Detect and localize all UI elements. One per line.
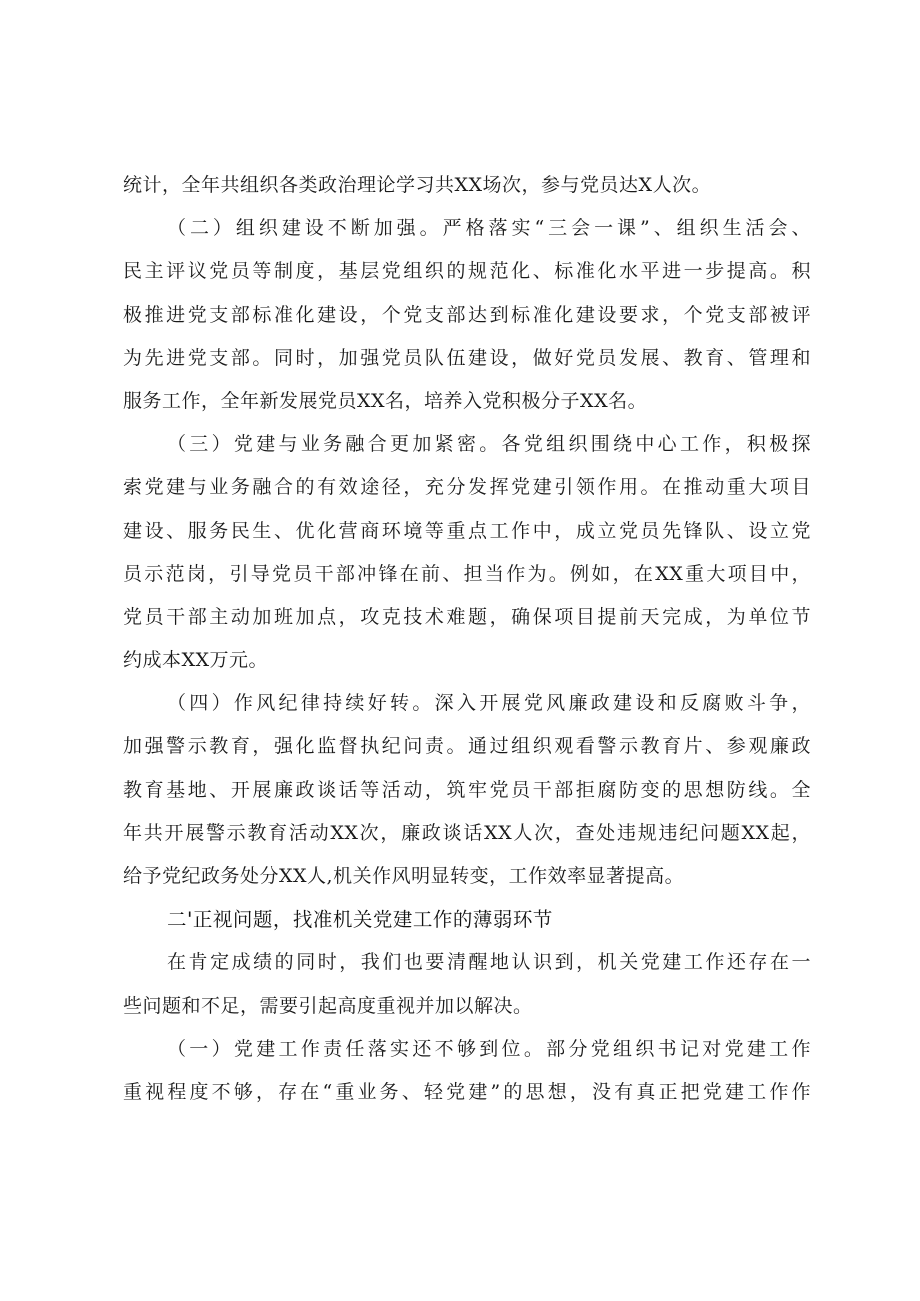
text-line: 索党建与业务融合的有效途径，充分发挥党建引领作用。在推动重大项目 bbox=[123, 476, 811, 499]
text-line: 给予党纪政务处分XX人,机关作风明显转变，工作效率显著提高。 bbox=[123, 865, 685, 887]
text-line: 约成本XX万元。 bbox=[123, 649, 269, 672]
text-line: （三）党建与业务融合更加紧密。各党组织围绕中心工作，积极探 bbox=[167, 433, 811, 456]
text-line: 员示范岗，引导党员干部冲锋在前、担当作为。例如，在XX重大项目中， bbox=[123, 562, 811, 585]
text-line: 些问题和不足，需要引起高度重视并加以解决。 bbox=[123, 994, 533, 1017]
text-line: 加强警示教育，强化监督执纪问责。通过组织观看警示教育片、参观廉政 bbox=[123, 735, 811, 758]
text-line: 民主评议党员等制度，基层党组织的规范化、标准化水平进一步提高。积 bbox=[123, 260, 811, 283]
text-line: （二）组织建设不断加强。严格落实“三会一课”、组织生活会、 bbox=[167, 217, 811, 240]
section-heading: 二'正视问题，找准机关党建工作的薄弱环节 bbox=[167, 908, 553, 932]
text-line: 教育基地、开展廉政谈话等活动，筑牢党员干部拒腐防变的思想防线。全 bbox=[123, 778, 811, 801]
text-line: 极推进党支部标准化建设，个党支部达到标准化建设要求，个党支部被评 bbox=[123, 303, 811, 326]
text-line: （一）党建工作责任落实还不够到位。部分党组织书记对党建工作 bbox=[167, 1037, 811, 1060]
document-body bbox=[123, 164, 811, 1114]
text-line: 为先进党支部。同时，加强党员队伍建设，做好党员发展、教育、管理和 bbox=[123, 346, 811, 369]
text-line: 重视程度不够，存在“重业务、轻党建”的思想，没有真正把党建工作作 bbox=[123, 1080, 811, 1103]
text-line: 党员干部主动加班加点，攻克技术难题，确保项目提前天完成，为单位节 bbox=[123, 605, 811, 628]
text-line: 统计，全年共组织各类政治理论学习共XX场次，参与党员达X人次。 bbox=[123, 174, 712, 196]
text-line: 年共开展警示教育活动XX次，廉政谈话XX人次，查处违规违纪问题XX起， bbox=[123, 821, 811, 844]
text-line: 在肯定成绩的同时，我们也要清醒地认识到，机关党建工作还存在一 bbox=[167, 951, 811, 974]
text-line: 建设、服务民生、优化营商环境等重点工作中，成立党员先锋队、设立党 bbox=[123, 519, 811, 542]
text-line: 服务工作，全年新发展党员XX名，培养入党积极分子XX名。 bbox=[123, 389, 648, 412]
text-line: （四）作风纪律持续好转。深入开展党风廉政建设和反腐败斗争， bbox=[167, 692, 811, 715]
